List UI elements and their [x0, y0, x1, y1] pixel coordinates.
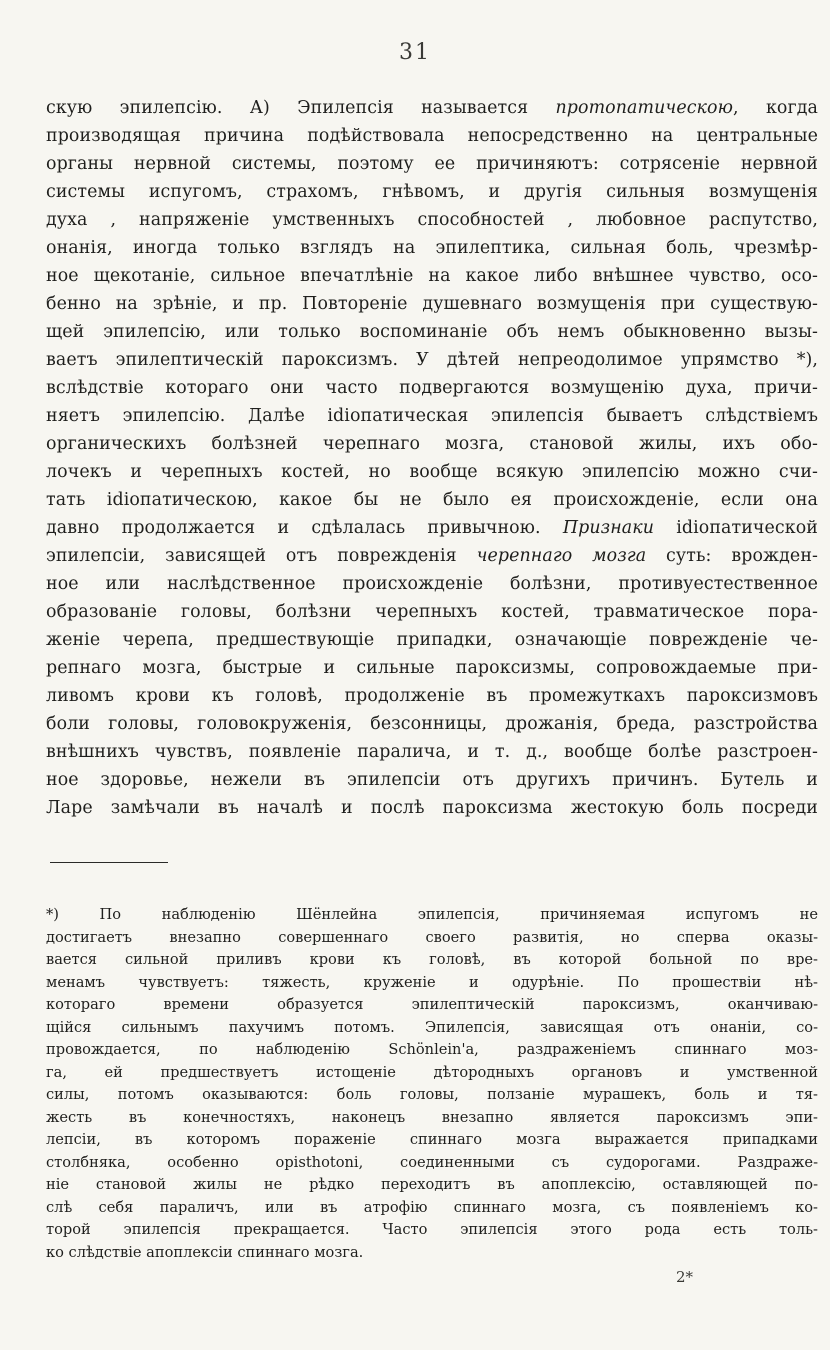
- text-line: образованіе головы, болѣзни черепныхъ костей, травматическое пора-: [46, 602, 818, 622]
- text-line: производящая причина подѣйствовала непосредственно на центральные: [46, 126, 818, 146]
- text-line: эпилепсіи, зависящей отъ поврежденія черепнаго мозга суть: врожден-: [46, 546, 818, 566]
- main-text: [46, 94, 818, 822]
- text-line: бенно на зрѣніе, и пр. Повтореніе душевнаго возмущенія при существую-: [46, 294, 818, 314]
- text-line: няетъ эпилепсію. Далѣе idіопатическая эпилепсія бываетъ слѣдствіемъ: [46, 406, 818, 426]
- text-line: системы испугомъ, страхомъ, гнѣвомъ, и другія сильныя возмущенія: [46, 182, 818, 202]
- footnote-line: лепсіи, въ которомъ пораженіе спиннаго мозга выражается припадками: [46, 1131, 818, 1148]
- footnote-line: жесть въ конечностяхъ, наконецъ внезапно является пароксизмъ эпи-: [46, 1108, 818, 1126]
- text-line: вслѣдствіе котораго они часто подвергаются возмущенію духа, причи-: [46, 378, 818, 398]
- footnote-line: *) По наблюденію Шёнлейна эпилепсія, причиняемая испугомъ не: [46, 906, 818, 923]
- footnote-line: слѣ себя параличъ, или въ атрофію спиннаго мозга, съ появленіемъ ко-: [46, 1198, 818, 1216]
- text-line: щей эпилепсію, или только воспоминаніе объ немъ обыкновенно вызы-: [46, 322, 818, 342]
- text-line: ливомъ крови къ головѣ, продолженіе въ промежуткахъ пароксизмовъ: [46, 686, 818, 706]
- text-line: репнаго мозга, быстрые и сильные пароксизмы, сопровождаемые при-: [46, 658, 818, 678]
- text-line: онанія, иногда только взглядъ на эпилептика, сильная боль, чрезмѣр-: [46, 238, 818, 258]
- footnote-line: ко слѣдствіе апоплексіи спиннаго мозга.: [46, 1243, 364, 1261]
- footnote-line: силы, потомъ оказываются: боль головы, ползаніе мурашекъ, боль и тя-: [46, 1086, 818, 1103]
- footnote-line: торой эпилепсія прекращается. Часто эпилепсія этого рода есть толь-: [46, 1221, 818, 1238]
- footnote-line: ніе становой жилы не рѣдко переходитъ въ апоплексію, оставляющей по-: [46, 1176, 818, 1193]
- footnote: [46, 904, 818, 1264]
- text-line: внѣшнихъ чувствъ, появленіе паралича, и т. д., вообще болѣе разстроен-: [46, 742, 818, 762]
- text-line: лочекъ и черепныхъ костей, но вообще всякую эпилепсію можно счи-: [46, 462, 818, 482]
- text-line: скую эпилепсію. А) Эпилепсія называется протопатическою, когда: [46, 98, 818, 118]
- text-line: тать idіопатическою, какое бы не было ея происхожденіе, если она: [46, 490, 818, 510]
- text-line: ное или наслѣдственное происхожденіе болѣзни, противуестественное: [46, 574, 818, 594]
- footnote-line: вается сильной приливъ крови къ головѣ, въ которой больной по вре-: [46, 951, 818, 968]
- text-line: органическихъ болѣзней черепнаго мозга, становой жилы, ихъ обо-: [46, 434, 818, 454]
- signature-mark: 2*: [676, 1268, 694, 1286]
- footnote-separator: [50, 862, 168, 863]
- page-number: 31: [399, 40, 431, 65]
- text-line: боли головы, головокруженія, безсонницы, дрожанія, бреда, разстройства: [46, 714, 818, 734]
- text-line: Ларе замѣчали въ началѣ и послѣ пароксизма жестокую боль посреди: [46, 798, 818, 818]
- text-line: ное здоровье, нежели въ эпилепсіи отъ другихъ причинъ. Бутель и: [46, 770, 818, 790]
- footnote-line: котораго времени образуется эпилептическій пароксизмъ, оканчиваю-: [46, 996, 818, 1013]
- text-line: духа , напряженіе умственныхъ способностей , любовное распутство,: [46, 210, 818, 230]
- footnote-line: столбняка, особенно opisthotoni, соединенными съ судорогами. Раздраже-: [46, 1153, 818, 1171]
- footnote-line: менамъ чувствуетъ: тяжесть, круженіе и одурѣніе. По прошествіи нѣ-: [46, 973, 818, 991]
- footnote-line: достигаетъ внезапно совершеннаго своего развитія, но сперва оказы-: [46, 928, 818, 946]
- footnote-line: щійся сильнымъ пахучимъ потомъ. Эпилепсія, зависящая отъ онаніи, со-: [46, 1018, 818, 1036]
- footnote-line: га, ей предшествуетъ истощеніе дѣтородныхъ органовъ и умственной: [46, 1063, 818, 1081]
- text-line: ное щекотаніе, сильное впечатлѣніе на какое либо внѣшнее чувство, осо-: [46, 266, 818, 286]
- text-line: женіе черепа, предшествующіе припадки, означающіе поврежденіе че-: [46, 630, 818, 650]
- text-line: давно продолжается и сдѣлалась привычною. Признаки idіопатической: [46, 518, 818, 538]
- text-line: органы нервной системы, поэтому ее причиняютъ: сотрясеніе нервной: [46, 154, 818, 174]
- footnote-line: провождается, по наблюденію Schönlein'a, раздраженіемъ спиннаго моз-: [46, 1041, 818, 1058]
- text-line: ваетъ эпилептическій пароксизмъ. У дѣтей непреодолимое упрямство *),: [46, 350, 818, 370]
